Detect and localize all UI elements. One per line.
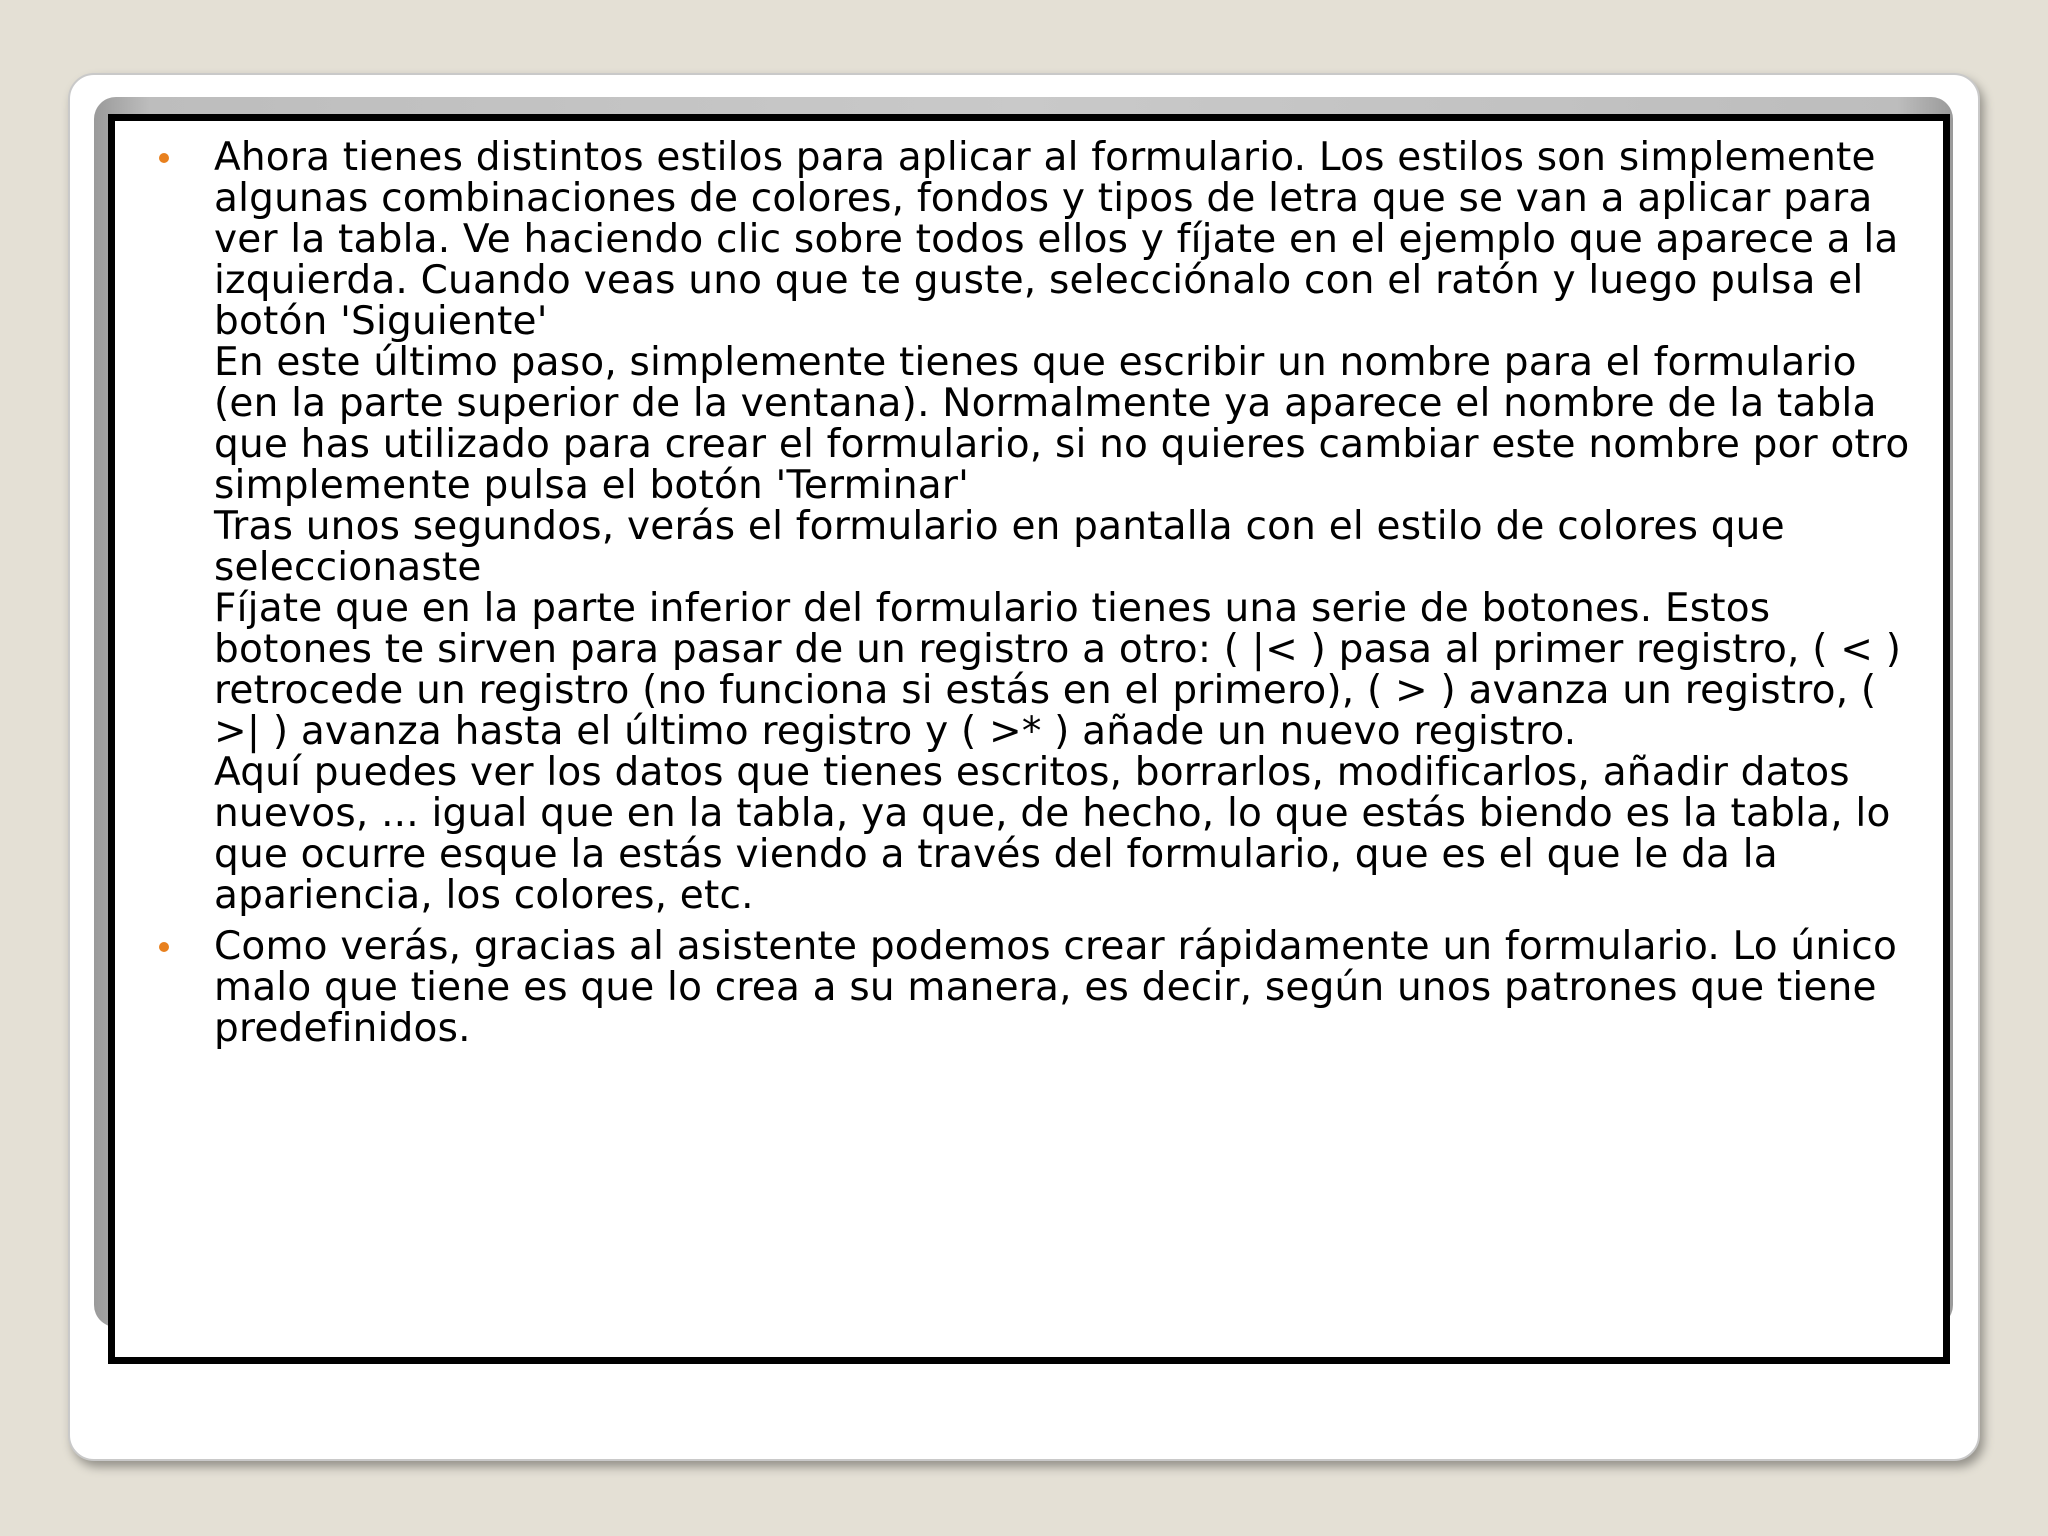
bullet-1-paragraph-4: Fíjate que en la parte inferior del formulario tienes una serie de botones. Estos botones te sirven para pasar de un registro a otro: ( |< ) pasa al primer registro, ( < ) retrocede un registro (no funciona si estás en el primero), ( > ) avanza un registro, ( >| ) avanza hasta el último registro y ( >* ) añade un nuevo registro. (214, 586, 1902, 754)
bullet-item (115, 137, 1923, 916)
bullet-1-paragraph-2: En este último paso, simplemente tienes que escribir un nombre para el formulario (en la parte superior de la ventana). Normalmente ya aparece el nombre de la tabla que has utilizado para crear el formulario, si no quieres cambiar este nombre por otro simplemente pulsa el botón 'Terminar' (214, 340, 1910, 508)
bullet-dot-icon (159, 153, 169, 163)
content-frame (108, 114, 1950, 1364)
bullet-1-paragraph-1: Ahora tienes distintos estilos para aplicar al formulario. Los estilos son simplemente algunas combinaciones de colores, fondos y tipos de letra que se van a aplicar para ver la tabla. Ve haciendo clic sobre todos ellos y fíjate en el ejemplo que aparece a la izquierda. Cuando veas uno que te guste, selecciónalo con el ratón y luego pulsa el botón 'Siguiente' (214, 135, 1899, 344)
bullet-1-paragraph-5: Aquí puedes ver los datos que tienes escritos, borrarlos, modificarlos, añadir datos nuevos, ... igual que en la tabla, ya que, de hecho, lo que estás biendo es la tabla, lo que ocurre esque la estás viendo a través del formulario, que es el que le da la apariencia, los colores, etc. (214, 750, 1891, 918)
bullet-2-paragraph-1: Como verás, gracias al asistente podemos crear rápidamente un formulario. Lo único malo que tiene es que lo crea a su manera, es decir, según unos patrones que tiene predefinidos. (214, 924, 1898, 1051)
bullet-item (115, 926, 1923, 1049)
bullet-1-paragraph-3: Tras unos segundos, verás el formulario en pantalla con el estilo de colores que seleccionaste (214, 504, 1785, 590)
bullet-list (115, 137, 1923, 1049)
bullet-dot-icon (159, 942, 169, 952)
